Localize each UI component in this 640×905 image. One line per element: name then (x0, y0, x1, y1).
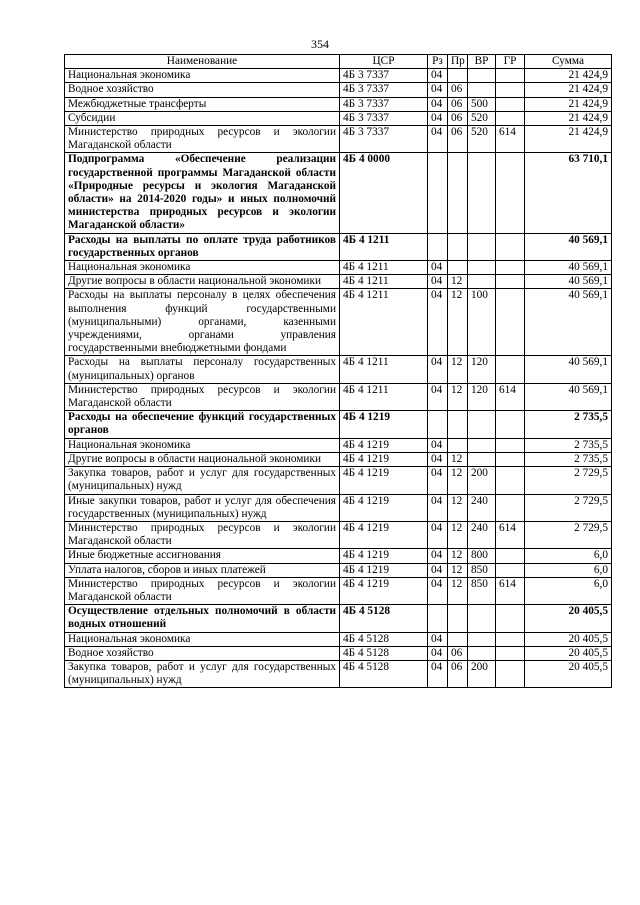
cell-vr: 800 (468, 549, 496, 563)
cell-rz: 04 (428, 289, 448, 356)
cell-gr (496, 69, 525, 83)
cell-csr: 4Б 4 1211 (340, 275, 428, 289)
cell-gr (496, 289, 525, 356)
cell-rz: 04 (428, 494, 448, 521)
cell-pr: 12 (448, 563, 468, 577)
cell-gr (496, 467, 525, 494)
cell-name: Водное хозяйство (65, 83, 340, 97)
table-row (65, 605, 612, 632)
cell-name: Национальная экономика (65, 69, 340, 83)
cell-sum: 2 729,5 (525, 467, 612, 494)
cell-pr (448, 632, 468, 646)
table-row (65, 233, 612, 260)
cell-sum: 20 405,5 (525, 646, 612, 660)
cell-gr: 614 (496, 126, 525, 153)
budget-table (64, 54, 612, 688)
cell-pr (448, 411, 468, 438)
cell-csr: 4Б 4 1219 (340, 452, 428, 466)
cell-name: Национальная экономика (65, 438, 340, 452)
cell-name: Закупка товаров, работ и услуг для государственных (муниципальных) нужд (65, 660, 340, 687)
cell-rz: 04 (428, 275, 448, 289)
cell-csr: 4Б 4 1219 (340, 521, 428, 548)
cell-rz: 04 (428, 83, 448, 97)
table-row (65, 69, 612, 83)
cell-rz: 04 (428, 97, 448, 111)
cell-vr: 520 (468, 126, 496, 153)
cell-csr: 4Б 4 1219 (340, 438, 428, 452)
cell-gr (496, 605, 525, 632)
cell-name: Министерство природных ресурсов и экологии Магаданской области (65, 577, 340, 604)
table-row (65, 97, 612, 111)
cell-pr: 06 (448, 97, 468, 111)
cell-pr: 06 (448, 111, 468, 125)
cell-name: Субсидии (65, 111, 340, 125)
cell-name: Министерство природных ресурсов и экологии Магаданской области (65, 521, 340, 548)
cell-rz: 04 (428, 356, 448, 383)
cell-name: Другие вопросы в области национальной экономики (65, 275, 340, 289)
cell-gr: 614 (496, 383, 525, 410)
cell-name: Расходы на выплаты персоналу государственных (муниципальных) органов (65, 356, 340, 383)
cell-gr (496, 233, 525, 260)
table-row (65, 660, 612, 687)
cell-gr (496, 411, 525, 438)
cell-vr (468, 438, 496, 452)
table-row (65, 646, 612, 660)
cell-pr (448, 233, 468, 260)
cell-gr (496, 563, 525, 577)
cell-rz (428, 605, 448, 632)
cell-gr (496, 549, 525, 563)
cell-rz: 04 (428, 111, 448, 125)
cell-rz (428, 153, 448, 233)
cell-csr: 4Б 3 7337 (340, 126, 428, 153)
cell-vr: 850 (468, 577, 496, 604)
cell-gr (496, 660, 525, 687)
table-row (65, 411, 612, 438)
cell-gr (496, 632, 525, 646)
table-row (65, 438, 612, 452)
cell-name: Уплата налогов, сборов и иных платежей (65, 563, 340, 577)
cell-name: Министерство природных ресурсов и экологии Магаданской области (65, 383, 340, 410)
cell-sum: 63 710,1 (525, 153, 612, 233)
header-vr: ВР (468, 55, 496, 69)
cell-sum: 2 735,5 (525, 452, 612, 466)
cell-sum: 21 424,9 (525, 69, 612, 83)
cell-sum: 20 405,5 (525, 605, 612, 632)
cell-rz: 04 (428, 467, 448, 494)
cell-gr (496, 452, 525, 466)
cell-sum: 2 729,5 (525, 494, 612, 521)
table-row (65, 521, 612, 548)
cell-vr (468, 69, 496, 83)
cell-name: Расходы на выплаты персоналу в целях обеспечения выполнения функций государственными (муниципальными) органами, казенными учреждениями, органами управления государственными внебюджетными фондами (65, 289, 340, 356)
cell-csr: 4Б 4 0000 (340, 153, 428, 233)
cell-pr (448, 438, 468, 452)
cell-vr: 500 (468, 97, 496, 111)
cell-csr: 4Б 4 1219 (340, 494, 428, 521)
cell-csr: 4Б 3 7337 (340, 83, 428, 97)
cell-rz (428, 411, 448, 438)
cell-rz: 04 (428, 69, 448, 83)
table-row (65, 494, 612, 521)
cell-pr (448, 261, 468, 275)
cell-name: Закупка товаров, работ и услуг для государственных (муниципальных) нужд (65, 467, 340, 494)
cell-csr: 4Б 3 7337 (340, 97, 428, 111)
cell-name: Иные бюджетные ассигнования (65, 549, 340, 563)
table-row (65, 153, 612, 233)
cell-vr (468, 83, 496, 97)
cell-sum: 6,0 (525, 577, 612, 604)
cell-sum: 40 569,1 (525, 289, 612, 356)
cell-name: Министерство природных ресурсов и экологии Магаданской области (65, 126, 340, 153)
cell-sum: 21 424,9 (525, 97, 612, 111)
cell-csr: 4Б 4 1219 (340, 467, 428, 494)
cell-sum: 20 405,5 (525, 660, 612, 687)
table-row (65, 261, 612, 275)
cell-gr: 614 (496, 577, 525, 604)
header-name: Наименование (65, 55, 340, 69)
table-row (65, 632, 612, 646)
cell-pr: 06 (448, 646, 468, 660)
cell-vr (468, 261, 496, 275)
cell-name: Межбюджетные трансферты (65, 97, 340, 111)
cell-vr: 240 (468, 494, 496, 521)
table-row (65, 452, 612, 466)
cell-pr: 12 (448, 275, 468, 289)
cell-vr: 120 (468, 383, 496, 410)
cell-name: Национальная экономика (65, 261, 340, 275)
table-row (65, 356, 612, 383)
cell-csr: 4Б 4 1219 (340, 577, 428, 604)
cell-pr: 06 (448, 83, 468, 97)
cell-name: Осуществление отдельных полномочий в области водных отношений (65, 605, 340, 632)
header-csr: ЦСР (340, 55, 428, 69)
cell-vr: 120 (468, 356, 496, 383)
cell-csr: 4Б 4 1211 (340, 383, 428, 410)
cell-vr: 200 (468, 660, 496, 687)
cell-sum: 40 569,1 (525, 275, 612, 289)
cell-sum: 6,0 (525, 563, 612, 577)
cell-sum: 21 424,9 (525, 111, 612, 125)
cell-pr (448, 153, 468, 233)
cell-gr (496, 646, 525, 660)
cell-gr (496, 111, 525, 125)
cell-sum: 40 569,1 (525, 233, 612, 260)
cell-rz (428, 233, 448, 260)
cell-pr (448, 605, 468, 632)
cell-rz: 04 (428, 549, 448, 563)
cell-pr: 12 (448, 383, 468, 410)
cell-gr (496, 97, 525, 111)
cell-gr (496, 153, 525, 233)
cell-csr: 4Б 4 1211 (340, 289, 428, 356)
cell-vr (468, 646, 496, 660)
cell-vr: 100 (468, 289, 496, 356)
cell-gr (496, 83, 525, 97)
cell-gr (496, 494, 525, 521)
table-row (65, 467, 612, 494)
table-row (65, 383, 612, 410)
cell-gr (496, 356, 525, 383)
cell-sum: 21 424,9 (525, 83, 612, 97)
cell-csr: 4Б 4 5128 (340, 632, 428, 646)
cell-csr: 4Б 4 1211 (340, 356, 428, 383)
table-header-row (65, 55, 612, 69)
cell-name: Расходы на обеспечение функций государственных органов (65, 411, 340, 438)
cell-name: Иные закупки товаров, работ и услуг для обеспечения государственных (муниципальных) нужд (65, 494, 340, 521)
table-row (65, 83, 612, 97)
cell-pr: 12 (448, 289, 468, 356)
cell-sum: 21 424,9 (525, 126, 612, 153)
table-body (65, 69, 612, 688)
header-pr: Пр (448, 55, 468, 69)
cell-vr (468, 632, 496, 646)
cell-csr: 4Б 4 5128 (340, 605, 428, 632)
cell-rz: 04 (428, 632, 448, 646)
cell-sum: 20 405,5 (525, 632, 612, 646)
cell-pr: 06 (448, 660, 468, 687)
cell-gr (496, 438, 525, 452)
cell-pr: 12 (448, 521, 468, 548)
cell-rz: 04 (428, 660, 448, 687)
cell-vr (468, 411, 496, 438)
cell-rz: 04 (428, 646, 448, 660)
cell-gr (496, 261, 525, 275)
cell-name: Подпрограмма «Обеспечение реализации государственной программы Магаданской области «Природные ресурсы и экология Магаданской области» на 2014-2020 годы» и иных полномочий министерства природных ресурсов и экологии Магаданской области» (65, 153, 340, 233)
header-sum: Сумма (525, 55, 612, 69)
page-number: 354 (311, 37, 329, 51)
cell-pr: 12 (448, 494, 468, 521)
cell-sum: 40 569,1 (525, 383, 612, 410)
table-row (65, 563, 612, 577)
cell-csr: 4Б 4 1219 (340, 411, 428, 438)
cell-vr: 200 (468, 467, 496, 494)
cell-pr: 12 (448, 356, 468, 383)
cell-rz: 04 (428, 126, 448, 153)
cell-sum: 6,0 (525, 549, 612, 563)
table-row (65, 126, 612, 153)
cell-vr: 850 (468, 563, 496, 577)
header-rz: Рз (428, 55, 448, 69)
cell-rz: 04 (428, 577, 448, 604)
table-row (65, 289, 612, 356)
cell-rz: 04 (428, 563, 448, 577)
cell-rz: 04 (428, 521, 448, 548)
cell-sum: 40 569,1 (525, 356, 612, 383)
cell-pr: 12 (448, 467, 468, 494)
cell-csr: 4Б 4 1219 (340, 563, 428, 577)
cell-vr (468, 275, 496, 289)
cell-sum: 40 569,1 (525, 261, 612, 275)
cell-name: Другие вопросы в области национальной экономики (65, 452, 340, 466)
cell-vr (468, 452, 496, 466)
cell-pr: 06 (448, 126, 468, 153)
cell-csr: 4Б 3 7337 (340, 111, 428, 125)
cell-csr: 4Б 4 5128 (340, 660, 428, 687)
cell-name: Водное хозяйство (65, 646, 340, 660)
cell-sum: 2 735,5 (525, 411, 612, 438)
table-row (65, 549, 612, 563)
cell-csr: 4Б 4 1219 (340, 549, 428, 563)
cell-rz: 04 (428, 438, 448, 452)
cell-csr: 4Б 3 7337 (340, 69, 428, 83)
cell-sum: 2 729,5 (525, 521, 612, 548)
table-row (65, 577, 612, 604)
cell-vr: 240 (468, 521, 496, 548)
cell-rz: 04 (428, 452, 448, 466)
cell-pr: 12 (448, 549, 468, 563)
cell-csr: 4Б 4 1211 (340, 261, 428, 275)
cell-pr: 12 (448, 452, 468, 466)
cell-sum: 2 735,5 (525, 438, 612, 452)
cell-pr (448, 69, 468, 83)
cell-name: Расходы на выплаты по оплате труда работников государственных органов (65, 233, 340, 260)
cell-vr (468, 605, 496, 632)
cell-csr: 4Б 4 5128 (340, 646, 428, 660)
table-row (65, 275, 612, 289)
cell-vr (468, 233, 496, 260)
table-row (65, 111, 612, 125)
cell-gr (496, 275, 525, 289)
cell-vr (468, 153, 496, 233)
header-gr: ГР (496, 55, 525, 69)
cell-gr: 614 (496, 521, 525, 548)
cell-rz: 04 (428, 261, 448, 275)
cell-pr: 12 (448, 577, 468, 604)
cell-rz: 04 (428, 383, 448, 410)
cell-name: Национальная экономика (65, 632, 340, 646)
cell-csr: 4Б 4 1211 (340, 233, 428, 260)
cell-vr: 520 (468, 111, 496, 125)
